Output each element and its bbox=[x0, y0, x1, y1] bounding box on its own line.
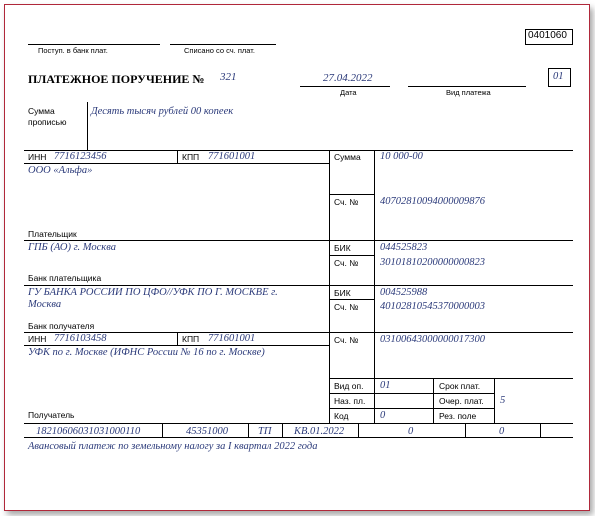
payer-bank-account-label: Сч. № bbox=[334, 258, 359, 268]
code-label: Код bbox=[334, 411, 349, 421]
amount-label: Сумма bbox=[334, 152, 361, 162]
op-type-label: Вид оп. bbox=[334, 381, 364, 391]
page-title: ПЛАТЕЖНОЕ ПОРУЧЕНИЕ № bbox=[28, 72, 205, 86]
order-number: 321 bbox=[220, 71, 237, 83]
payee-label: Получатель bbox=[28, 410, 75, 420]
amount: 10 000-00 bbox=[380, 151, 423, 162]
code: 0 bbox=[380, 410, 386, 421]
payee-bank-account-label: Сч. № bbox=[334, 302, 359, 312]
payee-inn-label: ИНН bbox=[28, 334, 47, 344]
payer-bank-name: ГПБ (АО) г. Москва bbox=[28, 242, 116, 253]
tax-field-oktmo: 45351000 bbox=[186, 426, 228, 437]
payment-type-label: Вид платежа bbox=[446, 88, 491, 97]
tax-field-basis: ТП bbox=[258, 426, 272, 437]
payer-inn-label: ИНН bbox=[28, 152, 47, 162]
received-label: Поступ. в банк плат. bbox=[38, 46, 108, 55]
priority-label: Очер. плат. bbox=[439, 396, 484, 406]
status-code: 01 bbox=[553, 71, 564, 82]
tax-field-kbk: 18210606031031000110 bbox=[36, 426, 141, 437]
purpose-code-label: Наз. пл. bbox=[334, 396, 366, 406]
payer-account-label: Сч. № bbox=[334, 197, 359, 207]
amount-words: Десять тысяч рублей 00 копеек bbox=[91, 106, 234, 117]
payee-kpp-label: КПП bbox=[182, 334, 200, 344]
amount-words-label-1: Сумма bbox=[28, 106, 55, 116]
tax-field-doc-date: 0 bbox=[499, 426, 505, 437]
tax-field-doc-number: 0 bbox=[408, 426, 414, 437]
payer-bank-label: Банк плательщика bbox=[28, 273, 102, 283]
payer-kpp: 771601001 bbox=[208, 151, 256, 162]
payer-name: ООО «Альфа» bbox=[28, 165, 93, 176]
payer-account: 40702810094000009876 bbox=[380, 196, 485, 207]
order-date: 27.04.2022 bbox=[323, 72, 373, 84]
payee-bank-name-1: ГУ БАНКА РОССИИ ПО ЦФО//УФК ПО Г. МОСКВЕ г. bbox=[28, 287, 278, 298]
payee-inn: 7716103458 bbox=[54, 333, 107, 344]
payee-bank-account: 40102810545370000003 bbox=[380, 301, 485, 312]
payer-kpp-label: КПП bbox=[182, 152, 200, 162]
payee-kpp: 771601001 bbox=[208, 333, 256, 344]
payer-inn: 7716123456 bbox=[54, 151, 107, 162]
debited-label: Списано со сч. плат. bbox=[184, 46, 255, 55]
bik-label-2: БИК bbox=[334, 288, 351, 298]
payment-purpose: Авансовый платеж по земельному налогу за I квартал 2022 года bbox=[28, 441, 318, 452]
priority: 5 bbox=[500, 395, 506, 406]
reserve-label: Рез. поле bbox=[439, 411, 477, 421]
payee-account-label: Сч. № bbox=[334, 335, 359, 345]
payee-name: УФК по г. Москве (ИФНС России № 16 по г. Москве) bbox=[28, 347, 265, 358]
payee-bank-name-2: Москва bbox=[28, 299, 62, 310]
tax-field-period: КВ.01.2022 bbox=[294, 426, 345, 437]
payer-bank-account: 30101810200000000823 bbox=[380, 257, 485, 268]
form-code: 0401060 bbox=[528, 30, 567, 41]
payer-label: Плательщик bbox=[28, 229, 77, 239]
payer-bank-bik: 044525823 bbox=[380, 242, 428, 253]
amount-words-label-2: прописью bbox=[28, 117, 67, 127]
term-label: Срок плат. bbox=[439, 381, 481, 391]
payee-bank-bik: 004525988 bbox=[380, 287, 428, 298]
date-label: Дата bbox=[340, 88, 357, 97]
payee-account: 03100643000000017300 bbox=[380, 334, 485, 345]
payee-bank-label: Банк получателя bbox=[28, 321, 95, 331]
op-type: 01 bbox=[380, 380, 391, 391]
bik-label-1: БИК bbox=[334, 243, 351, 253]
